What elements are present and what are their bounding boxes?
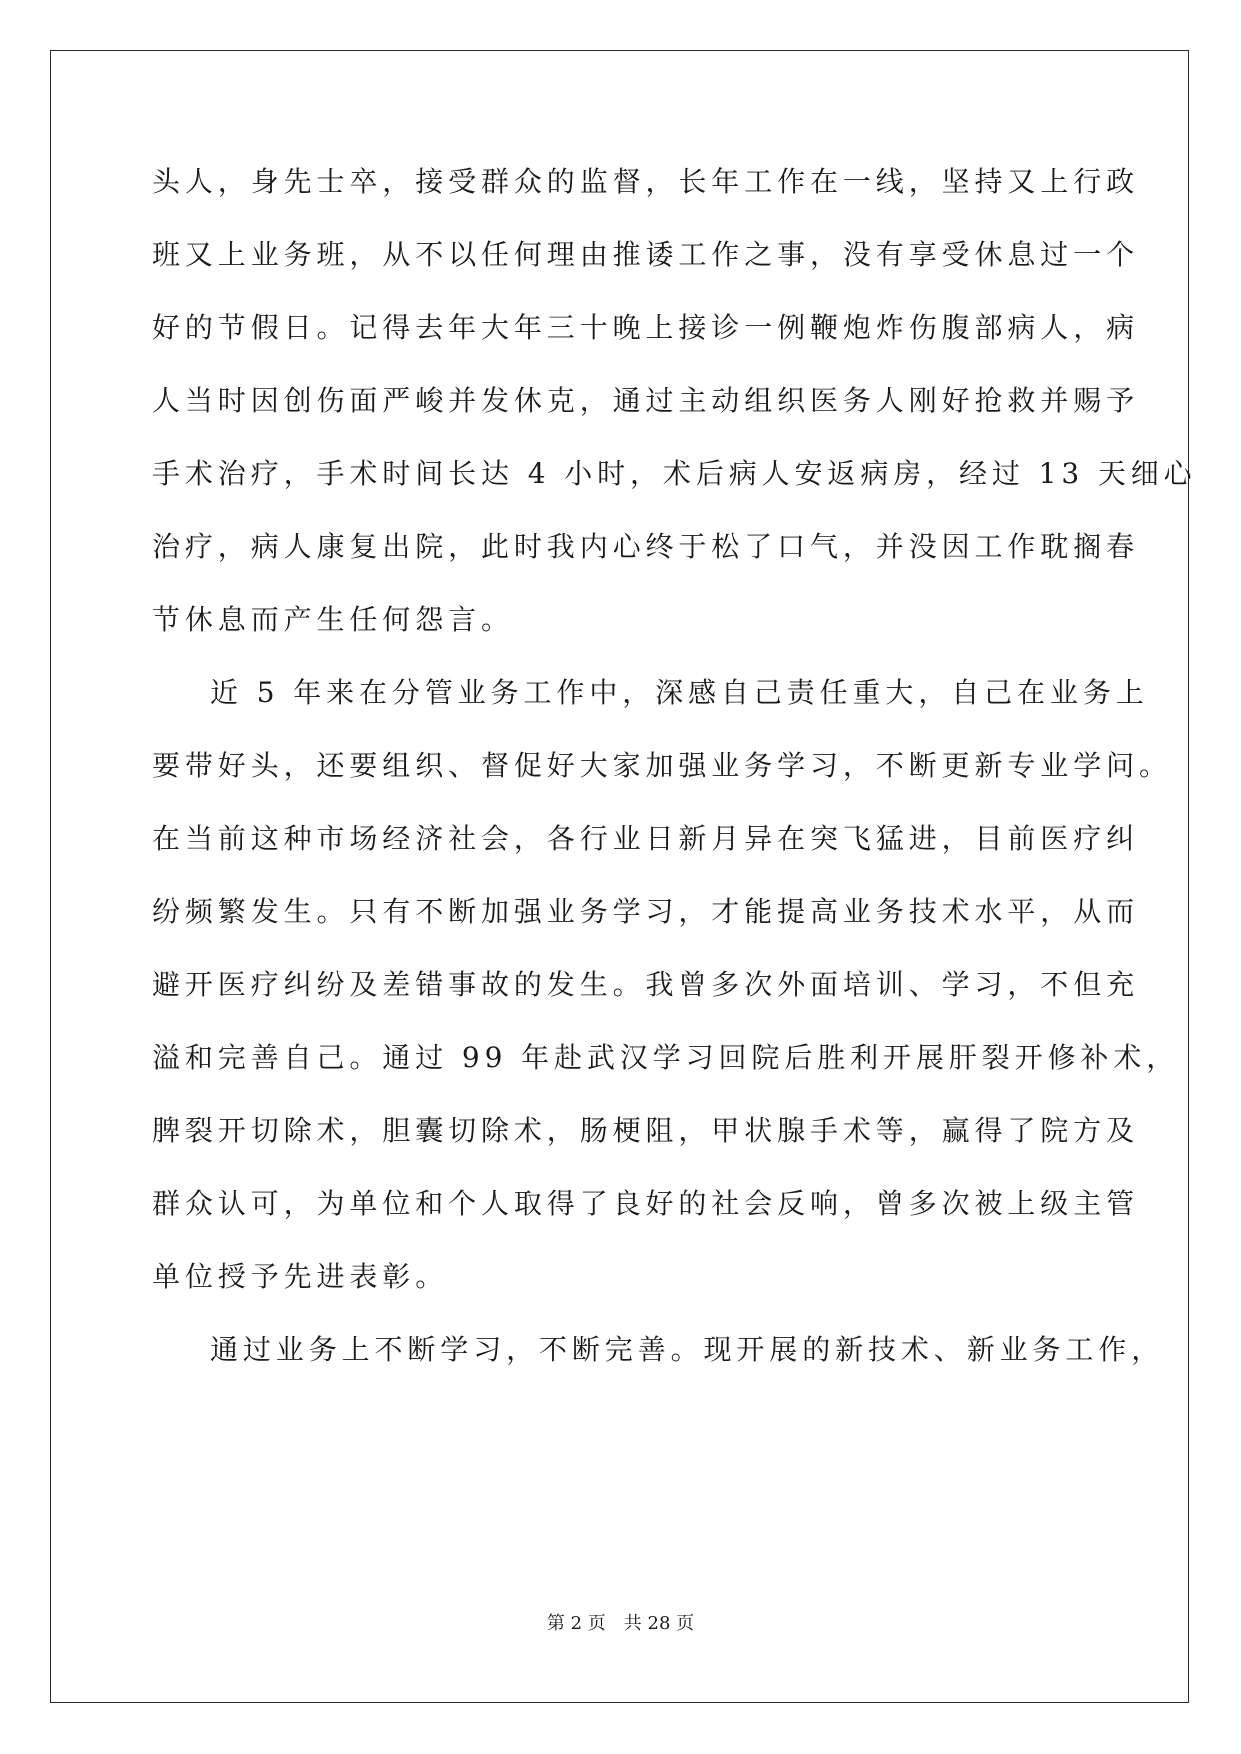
text-line: 手术治疗，手术时间长达 4 小时，术后病人安返病房，经过 13 天细心 xyxy=(152,457,1197,490)
text-line: 好的节假日。记得去年大年三十晚上接诊一例鞭炮炸伤腹部病人，病 xyxy=(152,311,1140,344)
page-indicator: 第 2 页 共 28 页 xyxy=(546,1613,695,1634)
text-line: 节休息而产生任何怨言。 xyxy=(152,603,514,636)
text-line: 避开医疗纠纷及差错事故的发生。我曾多次外面培训、学习，不但充 xyxy=(152,968,1140,1001)
text-line: 近 5 年来在分管业务工作中，深感自己责任重大，自己在业务上 xyxy=(210,676,1149,709)
page-border xyxy=(50,50,1189,1703)
text-line: 溢和完善自己。通过 99 年赴武汉学习回院后胜利开展肝裂开修补术， xyxy=(152,1041,1180,1074)
text-line: 头人，身先士卒，接受群众的监督，长年工作在一线，坚持又上行政 xyxy=(152,165,1140,198)
text-line: 纷频繁发生。只有不断加强业务学习，才能提高业务技术水平，从而 xyxy=(152,895,1140,928)
text-line: 人当时因创伤面严峻并发休克，通过主动组织医务人刚好抢救并赐予 xyxy=(152,384,1140,417)
text-line: 班又上业务班，从不以任何理由推诿工作之事，没有享受休息过一个 xyxy=(152,238,1140,271)
page-footer xyxy=(0,1612,1241,1636)
text-line: 通过业务上不断学习，不断完善。现开展的新技术、新业务工作， xyxy=(210,1333,1165,1366)
text-line: 群众认可，为单位和个人取得了良好的社会反响，曾多次被上级主管 xyxy=(152,1187,1140,1220)
text-line: 要带好头，还要组织、督促好大家加强业务学习，不断更新专业学问。 xyxy=(152,749,1172,782)
text-line: 脾裂开切除术，胆囊切除术，肠梗阻，甲状腺手术等，赢得了院方及 xyxy=(152,1114,1140,1147)
text-line: 单位授予先进表彰。 xyxy=(152,1260,449,1293)
text-line: 治疗，病人康复出院，此时我内心终于松了口气，并没因工作耽搁春 xyxy=(152,530,1140,563)
text-line: 在当前这种市场经济社会，各行业日新月异在突飞猛进，目前医疗纠 xyxy=(152,822,1140,855)
